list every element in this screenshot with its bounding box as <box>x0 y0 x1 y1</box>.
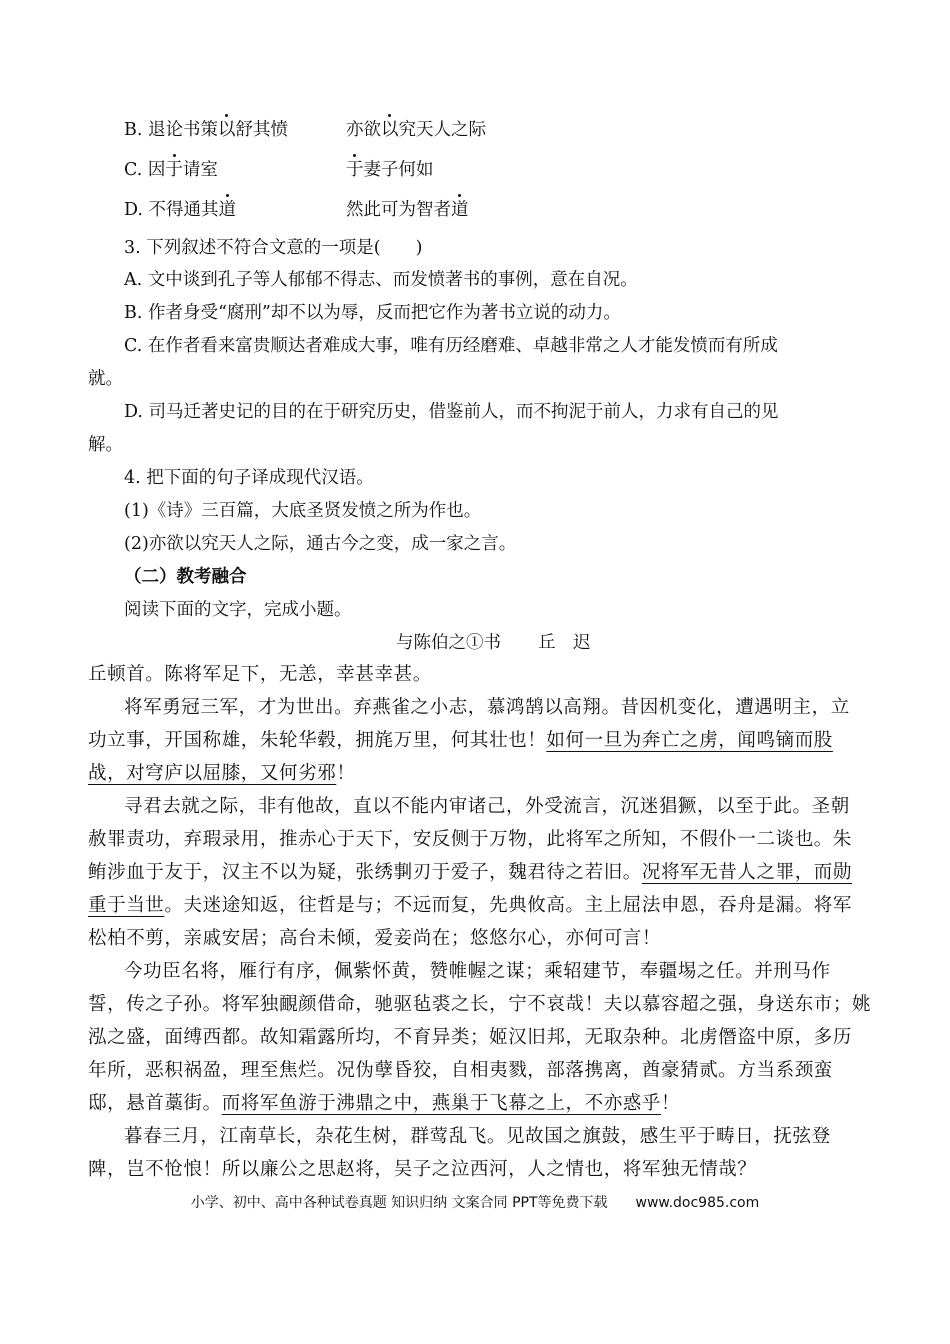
underlined-sentence: 而将军鱼游于沸鼎之中，燕巢于飞幕之上，不亦惑乎 <box>221 1093 662 1114</box>
underlined-sentence: 如何一旦为奔亡之虏，闻鸣镝而股 <box>546 730 833 751</box>
article-greeting: 丘顿首。陈将军足下，无恙，幸甚幸甚。 <box>88 664 432 685</box>
question-4-sentence-2: (2)亦欲以究天人之际，通古今之变，成一家之言。 <box>124 534 517 554</box>
article-paragraph-line: 今功臣名将，雁行有序，佩紫怀黄，赞帷幄之谋；乘轺建节，奉疆埸之任。并刑马作 <box>124 961 831 982</box>
article-paragraph-line: 战，对穹庐以屈膝，又何劣邪！ <box>88 763 356 784</box>
article-paragraph-line: 泓之盛，面缚西都。故知霜露所均，不育异类；姬汉旧邦，无取杂种。北虏僭盗中原，多历 <box>88 1027 853 1048</box>
emphasis-dot-char: 以 <box>218 120 236 140</box>
article-paragraph-line: 年所，恶积祸盈，理至焦烂。况伪孽昏狡，自相夷戮，部落携离，酋豪猜贰。方当系颈蛮 <box>88 1060 833 1081</box>
article-title: 与陈伯之①书 <box>396 633 501 653</box>
article-paragraph-line: 松柏不剪，亲戚安居；高台未倾，爱妾尚在；悠悠尔心，亦何可言！ <box>88 928 662 949</box>
option-b-right: 亦欲以究天人之际 <box>346 120 486 140</box>
option-c-left: C. 因于请室 <box>124 160 218 180</box>
article-paragraph-line: 寻君去就之际，非有他故，直以不能内审诸己，外受流言，沉迷猖獗，以至于此。圣朝 <box>124 796 850 817</box>
emphasis-dot-char: 道 <box>451 200 469 220</box>
question-3-option-a: A. 文中谈到孔子等人郁郁不得志、而发愤著书的事例，意在自况。 <box>124 270 638 290</box>
article-paragraph-line: 将军勇冠三军，才为世出。弃燕雀之小志，慕鸿鹄以高翔。昔因机变化，遭遇明主，立 <box>124 697 850 718</box>
option-d-right: 然此可为智者道 <box>346 200 469 220</box>
article-paragraph-line: 陴，岂不怆悢！所以廉公之思赵将，吴子之泣西河，人之情也，将军独无情哉？ <box>88 1159 757 1180</box>
article-paragraph-line: 邸，悬首藁街。而将军鱼游于沸鼎之中，燕巢于飞幕之上，不亦惑乎！ <box>88 1093 681 1114</box>
question-3-stem: 3. 下列叙述不符合文意的一项是( ) <box>124 238 423 258</box>
question-3-option-d: D. 司马迁著史记的目的在于研究历史，借鉴前人，而不拘泥于前人，力求有自己的见 <box>124 402 779 422</box>
underlined-sentence: 战，对穹庐以屈膝，又何劣邪 <box>88 763 337 784</box>
question-3-option-b: B. 作者身受“腐刑”却不以为辱，反而把它作为著书立说的动力。 <box>124 303 621 323</box>
article-author: 丘 迟 <box>538 633 591 653</box>
question-4-sentence-1: (1)《诗》三百篇，大底圣贤发愤之所为作也。 <box>124 501 482 521</box>
section-title: （二）教考融合 <box>124 567 247 587</box>
emphasis-dot-char: 以 <box>381 120 399 140</box>
article-paragraph-line: 鲔涉血于友于，汉主不以为疑，张绣剚刃于爱子，魏君待之若旧。况将军无昔人之罪，而勋 <box>88 862 853 883</box>
option-d-left: D. 不得通其道 <box>124 200 237 220</box>
emphasis-dot-char: 于 <box>165 160 183 180</box>
option-c-right: 于妻子何如 <box>346 160 434 180</box>
article-paragraph-line: 誓，传之子孙。将军独靦颜借命，驰驱毡裘之长，宁不哀哉！夫以慕容超之强，身送东市；姚 <box>88 994 872 1015</box>
article-paragraph-line: 暮春三月，江南草长，杂花生树，群莺乱飞。见故国之旗鼓，感生平于畴日，抚弦登 <box>124 1126 831 1147</box>
emphasis-dot-char: 道 <box>218 200 237 220</box>
question-3-option-c-cont: 就。 <box>88 369 123 389</box>
question-3-option-c: C. 在作者看来富贵顺达者难成大事，唯有历经磨难、卓越非常之人才能发愤而有所成 <box>124 336 778 356</box>
article-paragraph-line: 赦罪责功，弃瑕录用，推赤心于天下，安反侧于万物，此将军之所知，不假仆一二谈也。朱 <box>88 829 853 850</box>
section-instruction: 阅读下面的文字，完成小题。 <box>124 600 352 620</box>
page-footer <box>0 1192 950 1212</box>
footer-link[interactable]: www.doc985.com <box>635 1195 760 1211</box>
emphasis-dot-char: 于 <box>346 160 364 180</box>
question-4-stem: 4. 把下面的句子译成现代汉语。 <box>124 468 374 488</box>
option-b-left: B. 退论书策以舒其愤 <box>124 120 288 140</box>
article-paragraph-line: 重于当世。夫迷途知返，往哲是与；不远而复，先典攸高。主上屈法申恩，吞舟是漏。将军 <box>88 895 853 916</box>
footer-text: 小学、初中、高中各种试卷真题 知识归纳 文案合同 PPT等免费下载 <box>190 1195 608 1211</box>
question-3-option-d-cont: 解。 <box>88 435 123 455</box>
underlined-sentence: 重于当世 <box>88 895 165 916</box>
underlined-sentence: 况将军无昔人之罪，而勋 <box>641 862 853 883</box>
article-paragraph-line: 功立事，开国称雄，朱轮华毂，拥旄万里，何其壮也！如何一旦为奔亡之虏，闻鸣镝而股 <box>88 730 833 751</box>
